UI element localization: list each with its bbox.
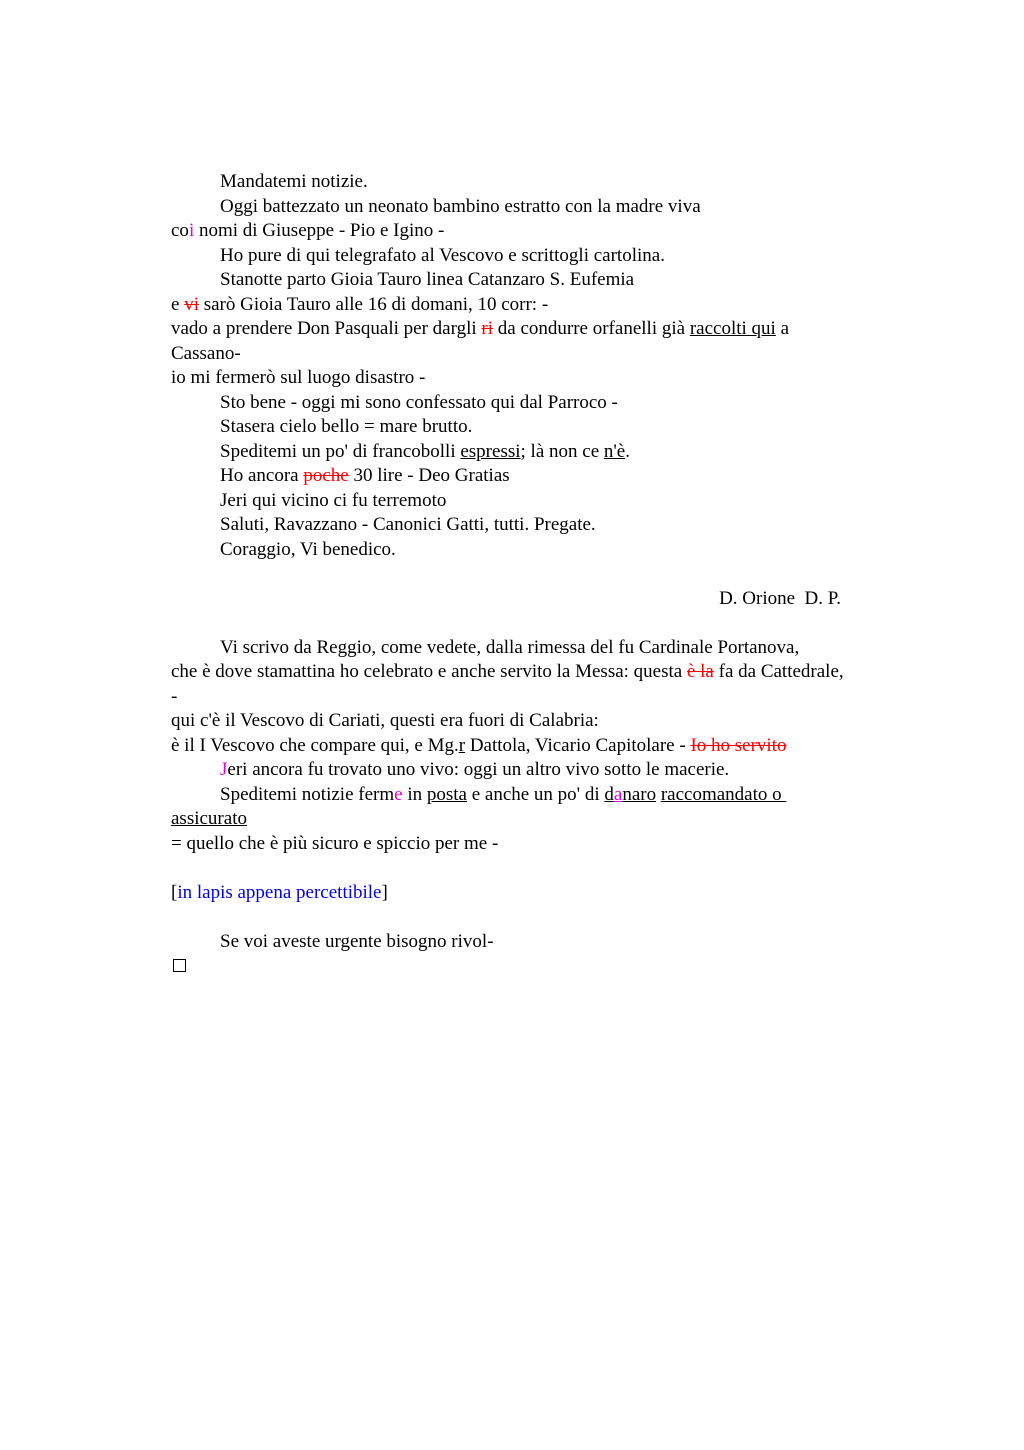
text: da condurre orfanelli già bbox=[493, 318, 690, 339]
inserted-text: e bbox=[394, 783, 403, 805]
text: Stasera cielo bello = mare brutto. bbox=[220, 416, 473, 437]
underlined-text: raccolti qui bbox=[689, 318, 776, 339]
text: in bbox=[402, 783, 427, 805]
text-line bbox=[171, 685, 911, 710]
empty-box-icon bbox=[173, 959, 186, 972]
deleted-text: poche bbox=[303, 465, 349, 486]
inserted-text: a bbox=[613, 783, 623, 805]
text-line bbox=[171, 758, 911, 783]
underlined-text: n'è bbox=[603, 440, 626, 462]
deleted-text: è la bbox=[686, 661, 714, 682]
text: Vi scrivo da Reggio, come vedete, dalla rimessa del fu Cardinale Portanova, bbox=[220, 636, 800, 658]
bracket: ] bbox=[381, 881, 388, 903]
text-line bbox=[171, 366, 911, 391]
text: Dattola, Vicario Capitolare - bbox=[465, 734, 691, 756]
text: Oggi battezzato un neonato bambino estratto con la madre viva bbox=[220, 195, 701, 217]
text: eri ancora fu trovato uno vivo: oggi un altro vivo sotto le macerie. bbox=[227, 759, 730, 780]
text: Speditemi notizie ferm bbox=[220, 783, 395, 805]
text: Coraggio, Vi benedico. bbox=[220, 538, 396, 560]
text-line bbox=[171, 709, 911, 734]
text: che è dove stamattina ho celebrato e anche servito la Messa: questa bbox=[171, 661, 687, 682]
text: - bbox=[171, 685, 178, 707]
text: è il I Vescovo che compare qui, e Mg. bbox=[171, 734, 459, 756]
text: Jeri qui vicino ci fu terremoto bbox=[220, 489, 447, 511]
text: . bbox=[625, 440, 630, 462]
text: 30 lire - Deo Gratias bbox=[348, 465, 510, 486]
signature-line bbox=[171, 587, 911, 612]
blank-line bbox=[171, 856, 911, 881]
text-line bbox=[171, 489, 911, 514]
text-line bbox=[171, 440, 911, 465]
editorial-note: in lapis appena percettibile bbox=[177, 881, 382, 903]
text: = quello che è più sicuro e spiccio per me - bbox=[171, 832, 499, 854]
text: Ho pure di qui telegrafato al Vescovo e scrittogli cartolina. bbox=[220, 244, 665, 266]
text-line bbox=[171, 244, 911, 269]
text: Stanotte parto Gioia Tauro linea Catanzaro S. Eufemia bbox=[220, 269, 635, 290]
text-line bbox=[171, 464, 911, 489]
text: e bbox=[171, 293, 185, 315]
blank-line bbox=[171, 611, 911, 636]
text: io mi fermerò sul luogo disastro - bbox=[171, 367, 426, 388]
text-line bbox=[171, 538, 911, 563]
text-line bbox=[171, 268, 911, 293]
text: Sto bene - oggi mi sono confessato qui dal Parroco - bbox=[220, 391, 618, 413]
text: Speditemi un po' di francobolli bbox=[220, 440, 461, 462]
inserted-text: i bbox=[188, 220, 195, 241]
underlined-text: r bbox=[458, 734, 466, 756]
text-line bbox=[171, 195, 911, 220]
editorial-note-line bbox=[171, 881, 911, 906]
text: ; là non ce bbox=[520, 440, 604, 462]
text: a bbox=[775, 318, 789, 339]
text: fa da Cattedrale, bbox=[713, 661, 844, 682]
text-line bbox=[171, 783, 911, 808]
text-line bbox=[171, 342, 911, 367]
deleted-text: ri bbox=[481, 318, 494, 339]
text: qui c'è il Vescovo di Cariati, questi era fuori di Calabria: bbox=[171, 710, 599, 731]
text-line bbox=[171, 734, 911, 759]
text-line bbox=[171, 391, 911, 416]
text-line bbox=[171, 293, 911, 318]
text-line bbox=[171, 513, 911, 538]
text-line bbox=[171, 807, 911, 832]
text: sarò Gioia Tauro alle 16 di domani, 10 corr: - bbox=[198, 293, 549, 315]
text-line bbox=[171, 317, 911, 342]
text-line bbox=[171, 636, 911, 661]
underlined-text: espressi bbox=[460, 440, 521, 462]
blank-line bbox=[171, 905, 911, 930]
underlined-text: naro bbox=[622, 783, 657, 805]
text: Mandatemi notizie. bbox=[220, 171, 368, 192]
text-line bbox=[171, 219, 911, 244]
text: co bbox=[171, 220, 189, 241]
text-line bbox=[171, 954, 911, 979]
text-line bbox=[171, 170, 911, 195]
letter-page bbox=[171, 170, 911, 979]
deleted-text: vi bbox=[184, 293, 199, 315]
text-line bbox=[171, 930, 911, 955]
text: Se voi aveste urgente bisogno rivol- bbox=[220, 930, 494, 952]
underlined-text: assicurato bbox=[171, 808, 247, 829]
blank-line bbox=[171, 562, 911, 587]
text: nomi di Giuseppe - Pio e Igino - bbox=[194, 220, 445, 241]
text: Cassano- bbox=[171, 342, 241, 364]
text: Saluti, Ravazzano - Canonici Gatti, tutti. Pregate. bbox=[220, 514, 596, 535]
text-line bbox=[171, 415, 911, 440]
signature: D. Orione D. P. bbox=[719, 587, 841, 609]
underlined-text: d bbox=[604, 783, 614, 805]
deleted-text: Io ho servito bbox=[690, 734, 787, 756]
text: e anche un po' di bbox=[466, 783, 605, 805]
text: Ho ancora bbox=[220, 465, 304, 486]
bracket: [ bbox=[171, 881, 178, 903]
underlined-text: raccomandato o bbox=[660, 783, 787, 805]
underlined-text: posta bbox=[426, 783, 467, 805]
text-line bbox=[171, 832, 911, 857]
inserted-text: J bbox=[220, 759, 228, 780]
text-line bbox=[171, 660, 911, 685]
text: vado a prendere Don Pasquali per dargli bbox=[171, 318, 482, 339]
